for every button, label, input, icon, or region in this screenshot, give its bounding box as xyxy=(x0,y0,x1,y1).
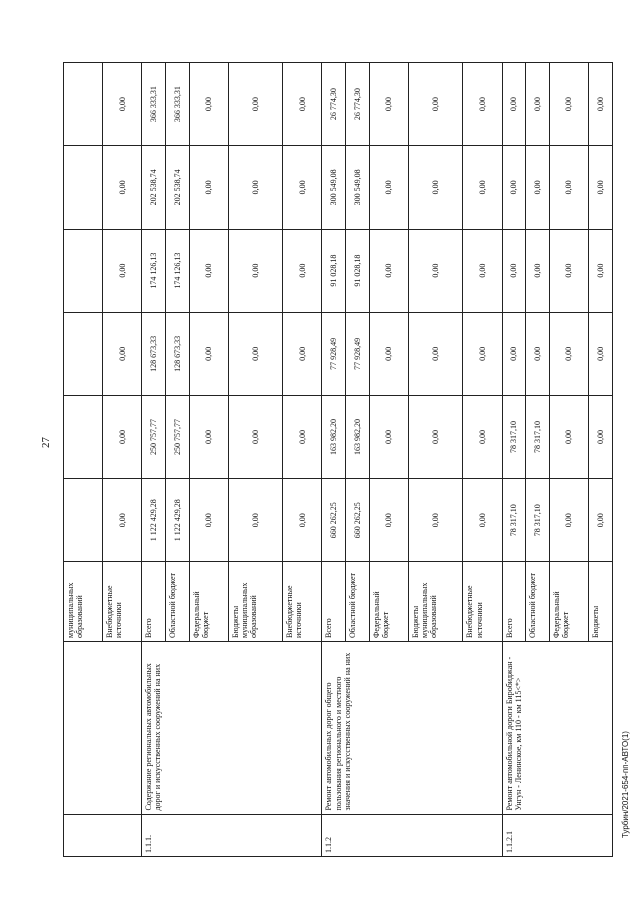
amount-cell: 0,00 xyxy=(502,229,526,312)
amount-cell: 78 317,10 xyxy=(502,395,526,478)
amount-cell: 0,00 xyxy=(550,146,589,229)
amount-cell: 0,00 xyxy=(526,63,550,146)
amount-cell: 202 538,74 xyxy=(165,146,189,229)
funding-source: Бюджеты муниципальных образований xyxy=(228,562,282,642)
amount-cell: 0,00 xyxy=(283,146,322,229)
amount-cell: 0,00 xyxy=(228,395,282,478)
amount-cell: 0,00 xyxy=(408,395,462,478)
funding-source: Внебюджетные источники xyxy=(463,562,502,642)
amount-cell: 0,00 xyxy=(283,395,322,478)
amount-cell: 0,00 xyxy=(283,479,322,562)
amount-cell: 163 982,20 xyxy=(346,395,370,478)
amount-cell: 0,00 xyxy=(189,312,228,395)
funding-source: Всего xyxy=(322,562,346,642)
amount-cell: 0,00 xyxy=(550,312,589,395)
amount-cell: 0,00 xyxy=(189,146,228,229)
amount-cell: 0,00 xyxy=(526,146,550,229)
amount-cell: 0,00 xyxy=(189,229,228,312)
amount-cell: 91 028,18 xyxy=(322,229,346,312)
amount-cell: 0,00 xyxy=(103,312,142,395)
funding-source: Внебюджетные источники xyxy=(283,562,322,642)
amount-cell: 0,00 xyxy=(589,146,613,229)
amount-cell: 26 774,30 xyxy=(346,63,370,146)
amount-cell: 366 333,31 xyxy=(142,63,166,146)
amount-cell: 0,00 xyxy=(103,395,142,478)
amount-cell: 0,00 xyxy=(589,229,613,312)
amount-cell: 0,00 xyxy=(189,395,228,478)
amount-cell: 0,00 xyxy=(502,146,526,229)
amount-cell: 174 126,13 xyxy=(165,229,189,312)
amount-cell: 0,00 xyxy=(369,395,408,478)
amount-cell: 300 549,08 xyxy=(346,146,370,229)
amount-cell: 0,00 xyxy=(228,146,282,229)
amount-cell: 1 122 429,28 xyxy=(165,479,189,562)
amount-cell: 0,00 xyxy=(228,63,282,146)
amount-cell xyxy=(64,479,103,562)
amount-cell: 0,00 xyxy=(228,312,282,395)
amount-cell: 0,00 xyxy=(408,229,462,312)
amount-cell: 128 673,33 xyxy=(165,312,189,395)
amount-cell xyxy=(64,312,103,395)
footer-doc-id: Турбин/2021-654-пп-АВТО(1) xyxy=(621,731,630,838)
amount-cell: 300 549,08 xyxy=(322,146,346,229)
amount-cell: 660 262,25 xyxy=(346,479,370,562)
amount-cell: 0,00 xyxy=(103,146,142,229)
amount-cell: 0,00 xyxy=(408,312,462,395)
funding-source: Бюджеты xyxy=(589,562,613,642)
amount-cell: 0,00 xyxy=(369,63,408,146)
amount-cell: 0,00 xyxy=(228,229,282,312)
amount-cell: 0,00 xyxy=(463,63,502,146)
table-body xyxy=(64,63,613,857)
funding-source: Всего xyxy=(502,562,526,642)
row-activity-name: Ремонт автомобильных дорог общего пользования регионального и местного значения и искусственных сооружений на них xyxy=(322,641,502,814)
amount-cell: 0,00 xyxy=(369,229,408,312)
amount-cell: 0,00 xyxy=(463,229,502,312)
amount-cell: 0,00 xyxy=(189,63,228,146)
amount-cell: 174 126,13 xyxy=(142,229,166,312)
amount-cell: 0,00 xyxy=(589,479,613,562)
table-row xyxy=(502,63,526,857)
funding-source: Областной бюджет xyxy=(346,562,370,642)
amount-cell: 202 538,74 xyxy=(142,146,166,229)
amount-cell: 0,00 xyxy=(526,312,550,395)
amount-cell: 0,00 xyxy=(463,146,502,229)
amount-cell: 0,00 xyxy=(189,479,228,562)
row-activity-name: Содержание региональных автомобильных дорог и искусственных сооружений на них xyxy=(142,641,322,814)
amount-cell: 77 928,49 xyxy=(346,312,370,395)
funding-source: Внебюджетные источники xyxy=(103,562,142,642)
amount-cell: 0,00 xyxy=(369,146,408,229)
row-code: 1.1.2 xyxy=(322,814,502,856)
amount-cell: 0,00 xyxy=(550,229,589,312)
funding-source: Федеральный бюджет xyxy=(189,562,228,642)
funding-source: Бюджеты муниципальных образований xyxy=(408,562,462,642)
amount-cell: 0,00 xyxy=(463,479,502,562)
amount-cell: 0,00 xyxy=(589,63,613,146)
row-code xyxy=(64,814,142,856)
amount-cell: 78 317,10 xyxy=(526,395,550,478)
amount-cell: 0,00 xyxy=(550,479,589,562)
amount-cell: 0,00 xyxy=(526,229,550,312)
amount-cell: 366 333,31 xyxy=(165,63,189,146)
funding-source: Областной бюджет xyxy=(165,562,189,642)
amount-cell: 0,00 xyxy=(463,395,502,478)
amount-cell: 0,00 xyxy=(103,229,142,312)
amount-cell: 0,00 xyxy=(589,312,613,395)
amount-cell: 26 774,30 xyxy=(322,63,346,146)
amount-cell: 0,00 xyxy=(550,63,589,146)
amount-cell xyxy=(64,229,103,312)
table-row xyxy=(322,63,346,857)
amount-cell: 0,00 xyxy=(408,479,462,562)
amount-cell: 78 317,10 xyxy=(502,479,526,562)
funding-source: Федеральный бюджет xyxy=(550,562,589,642)
amount-cell: 163 982,20 xyxy=(322,395,346,478)
page-number: 27 xyxy=(40,437,52,448)
amount-cell: 0,00 xyxy=(408,146,462,229)
amount-cell: 0,00 xyxy=(103,63,142,146)
table-row xyxy=(142,63,166,857)
amount-cell: 128 673,33 xyxy=(142,312,166,395)
amount-cell: 91 028,18 xyxy=(346,229,370,312)
amount-cell xyxy=(64,63,103,146)
rotated-table-wrapper xyxy=(63,62,613,857)
table-row xyxy=(64,63,103,857)
funding-source: Областной бюджет xyxy=(526,562,550,642)
amount-cell: 0,00 xyxy=(283,63,322,146)
row-activity-name xyxy=(64,641,142,814)
funding-source: Федеральный бюджет xyxy=(369,562,408,642)
funding-source: Всего xyxy=(142,562,166,642)
amount-cell: 0,00 xyxy=(408,63,462,146)
amount-cell xyxy=(64,146,103,229)
amount-cell: 0,00 xyxy=(103,479,142,562)
amount-cell: 78 317,10 xyxy=(526,479,550,562)
row-activity-name: Ремонт автомобильной дороги Биробиджан - Унгун - Ленинское, км 110 - км 115<*> xyxy=(502,641,612,814)
amount-cell: 0,00 xyxy=(283,312,322,395)
amount-cell: 77 928,49 xyxy=(322,312,346,395)
amount-cell: 0,00 xyxy=(369,479,408,562)
amount-cell: 0,00 xyxy=(369,312,408,395)
budget-table xyxy=(63,62,613,857)
amount-cell: 0,00 xyxy=(589,395,613,478)
amount-cell: 0,00 xyxy=(550,395,589,478)
amount-cell xyxy=(64,395,103,478)
amount-cell: 0,00 xyxy=(463,312,502,395)
row-code: 1.1.2.1 xyxy=(502,814,612,856)
amount-cell: 0,00 xyxy=(502,312,526,395)
amount-cell: 0,00 xyxy=(228,479,282,562)
amount-cell: 0,00 xyxy=(283,229,322,312)
amount-cell: 0,00 xyxy=(502,63,526,146)
amount-cell: 660 262,25 xyxy=(322,479,346,562)
amount-cell: 1 122 429,28 xyxy=(142,479,166,562)
funding-source: муниципальных образований xyxy=(64,562,103,642)
row-code: 1.1.1. xyxy=(142,814,322,856)
amount-cell: 250 757,77 xyxy=(165,395,189,478)
amount-cell: 250 757,77 xyxy=(142,395,166,478)
